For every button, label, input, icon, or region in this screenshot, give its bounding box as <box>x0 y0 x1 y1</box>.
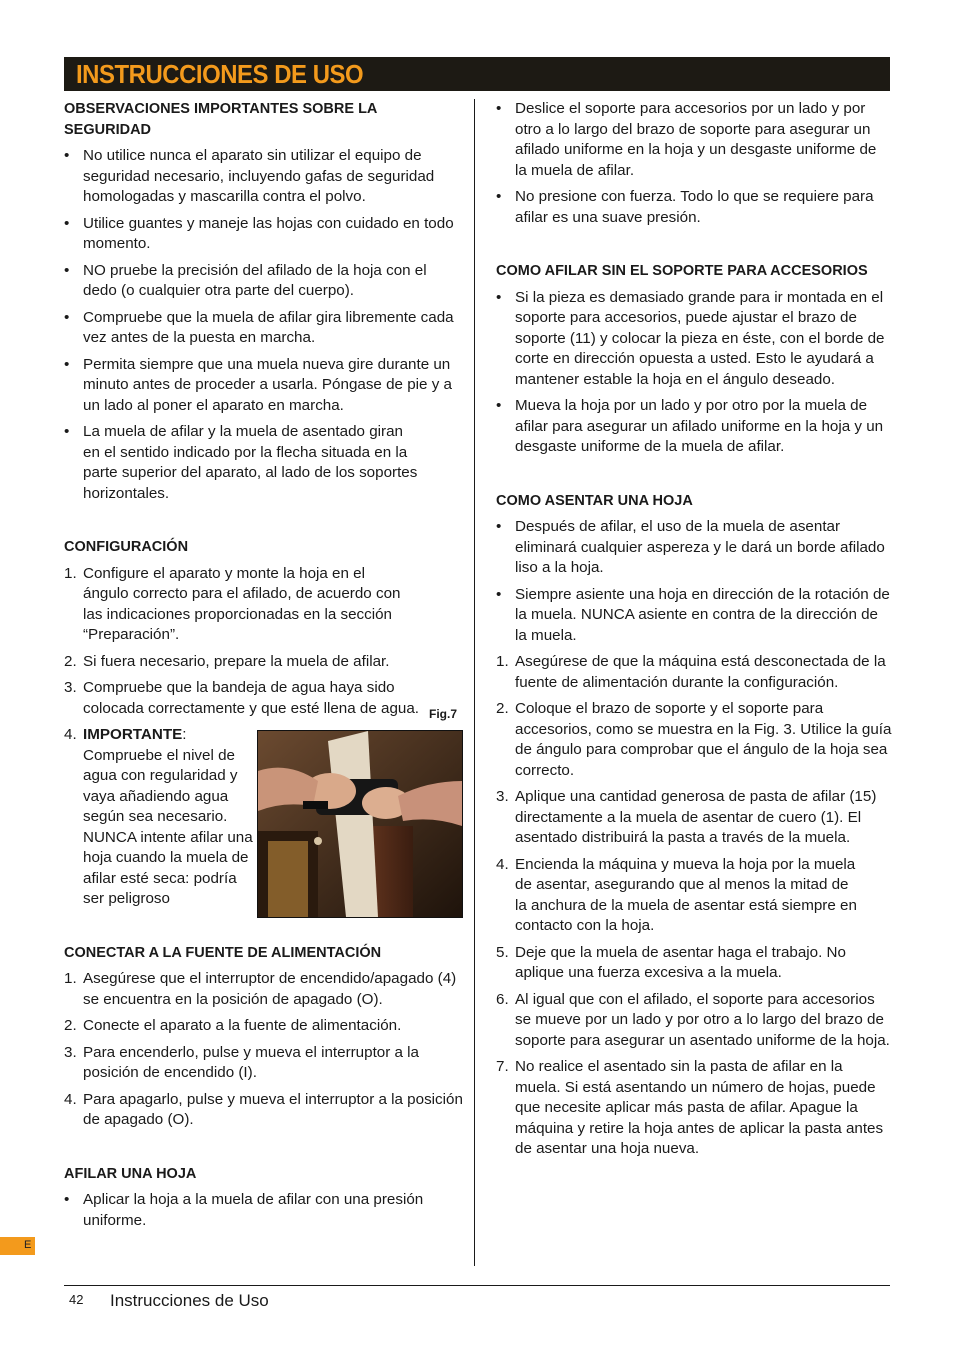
list-item: 2. Conecte el aparato a la fuente de alimentación. <box>64 1017 402 1034</box>
list-item: 1. Asegúrese que el interruptor de encendido/apagado (4) se encuentra en la posición de apagado (O). <box>64 970 457 1008</box>
list-item: 1. Configure el aparato y monte la hoja en el ángulo correcto para el afilado, de acuerdo con las indicaciones proporcionadas en la sección “Preparación”. <box>64 564 401 643</box>
list-item: • Permita siempre que una muela nueva gire durante un minuto antes de proceder a usarla. Póngase de pie y a un lado al poner el aparato en marcha. <box>64 355 452 414</box>
list-item: • No presione con fuerza. Todo lo que se requiere para afilar es una suave presión. <box>496 188 874 226</box>
column-divider <box>474 99 475 1266</box>
power-steps <box>64 969 464 1131</box>
list-item: 7. No realice el asentado sin la pasta de afilar en la muela. Si está asentando un número de hojas, puede que necesite aplicar más pasta de afilar. Apague la máquina y retire la hoja antes de aplicar la pasta antes de asentar una hoja nueva. <box>496 1058 884 1157</box>
sharpen-heading: AFILAR UNA HOJA <box>64 1165 197 1182</box>
list-item: 3. Para encenderlo, pulse y mueva el interruptor a la posición de encendido (I). <box>64 1043 420 1081</box>
safety-list <box>64 146 464 504</box>
list-item: • Mueva la hoja por un lado y por otro por la muela de afilar para asegurar un afilado uniforme en la hoja y un desgaste uniforme de la muela de afilar. <box>496 397 884 455</box>
config-heading: CONFIGURACIÓN <box>64 539 189 555</box>
list-item: • No utilice nunca el aparato sin utilizar el equipo de seguridad necesario, incluyendo gafas de seguridad homologadas y mascarilla contra el polvo. <box>64 147 435 205</box>
left-column <box>64 99 464 1237</box>
list-item: • NO pruebe la precisión del afilado de la hoja con el dedo (o cualquier otra parte del cuerpo). <box>64 261 427 299</box>
sharpen-list <box>64 1190 464 1231</box>
list-item: • Compruebe que la muela de afilar gira libremente cada vez antes de la puesta en marcha. <box>64 308 454 346</box>
list-item: • Siempre asiente una hoja en dirección de la rotación de la muela. NUNCA asiente en contra de la dirección de la muela. <box>496 585 890 644</box>
hone-heading: COMO ASENTAR UNA HOJA <box>496 492 693 509</box>
list-item: 3. Aplique una cantidad generosa de pasta de afilar (15) directamente a la muela de asentar de cuero (1). El asentado distribuirá la pasta a través de la muela. <box>496 788 877 846</box>
header-bar <box>64 57 890 91</box>
power-heading: CONECTAR A LA FUENTE DE ALIMENTACIÓN <box>64 944 382 961</box>
language-tab: E <box>0 1237 35 1255</box>
list-item: • Utilice guantes y maneje las hojas con cuidado en todo momento. <box>64 214 454 252</box>
hands-sharpening-illustration <box>258 731 462 917</box>
important-label: IMPORTANTE <box>83 726 183 743</box>
hone-list <box>496 517 892 646</box>
page-number: 42 <box>69 1292 84 1307</box>
list-item: 2. Si fuera necesario, prepare la muela de afilar. <box>64 652 390 670</box>
page-title: INSTRUCCIONES DE USO <box>76 59 364 89</box>
list-item: 6. Al igual que con el afilado, el soporte para accesorios se mueve por un lado y por otro a lo largo del brazo de soporte para asegurar un asentado uniforme de la hoja. <box>496 990 890 1049</box>
list-item: 5. Deje que la muela de asentar haga el trabajo. No aplique una fuerza excesiva a la muela. <box>496 943 846 981</box>
list-item: • Si la pieza es demasiado grande para ir montada en el soporte para accesorios, puede ajustar el brazo de soporte (11) y colocar la pieza en éste, con el borde de corte en dirección opuesta a usted. Esto le ayudará a mantener estable la hoja en el ángulo deseado. <box>496 288 885 388</box>
list-item: • Después de afilar, el uso de la muela de asentar eliminará cualquier aspereza y le dará un borde afilado liso a la hoja. <box>496 518 885 576</box>
footer-title: Instrucciones de Uso <box>110 1291 269 1310</box>
list-item: 2. Coloque el brazo de soporte y el soporte para accesorios, como se muestra en la Fig. 3. Utilice la guía de ángulo para comprobar que el ángulo de la hoja sea correcto. <box>496 700 892 779</box>
list-item: 4. IMPORTANTE: Compruebe el nivel de agua con regularidad y vaya añadiendo agua según sea necesario. NUNCA intente afilar una hoja cuando la muela de afilar esté seca: podría ser peligroso <box>64 726 253 907</box>
list-item: • Aplicar la hoja a la muela de afilar con una presión uniforme. <box>64 1191 424 1229</box>
list-item: 1. Asegúrese de que la máquina está desconectada de la fuente de alimentación durante la configuración. <box>496 653 886 691</box>
list-item: 3. Compruebe que la bandeja de agua haya sido colocada correctamente y que esté llena de agua. <box>64 679 420 717</box>
footer-rule <box>64 1285 890 1286</box>
without-support-list <box>496 288 892 458</box>
right-column <box>496 99 892 1166</box>
list-item: • La muela de afilar y la muela de asentado giran en el sentido indicado por la flecha situada en la parte superior del aparato, al lado de los soportes horizontales. <box>64 423 418 502</box>
figure-label: Fig.7 <box>429 707 458 721</box>
without-support-heading: COMO AFILAR SIN EL SOPORTE PARA ACCESORIOS <box>496 263 868 279</box>
safety-heading: OBSERVACIONES IMPORTANTES SOBRE LA SEGURIDAD <box>64 101 377 138</box>
hone-steps <box>496 652 892 1160</box>
list-item: 4. Para apagarlo, pulse y mueva el interruptor a la posición de apagado (O). <box>64 1090 463 1128</box>
continued-list <box>496 99 892 228</box>
figure-photo <box>257 730 463 918</box>
list-item: • Deslice el soporte para accesorios por un lado y por otro a lo largo del brazo de soporte para asegurar un afilado uniforme en la hoja y un desgaste uniforme de la muela de afilar. <box>496 100 877 179</box>
list-item: 4. Encienda la máquina y mueva la hoja por la muela de asentar, asegurando que al menos la mitad de la anchura de la muela de asentar está siempre en contacto con la hoja. <box>496 855 857 934</box>
